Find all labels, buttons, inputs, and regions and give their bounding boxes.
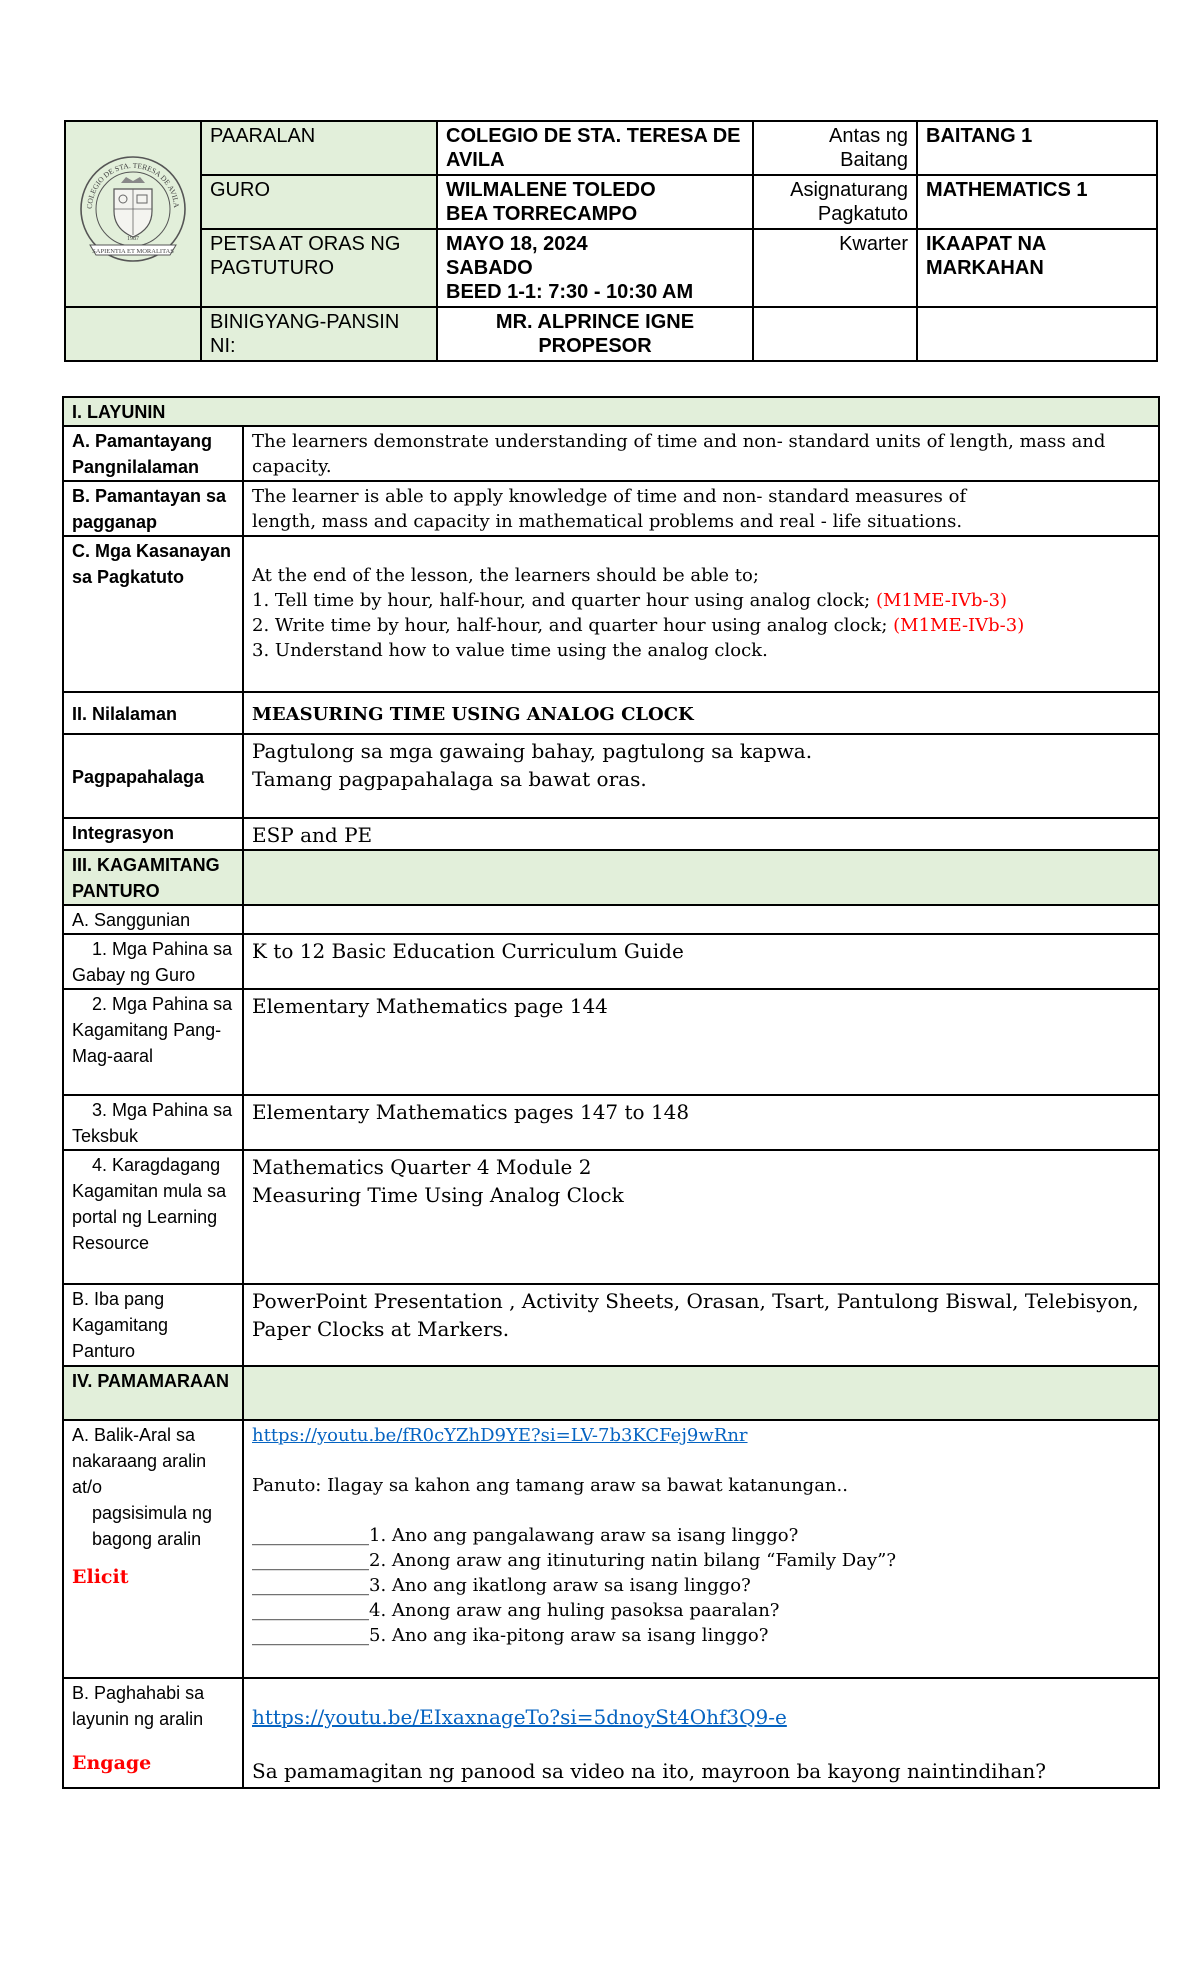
logo-year: 1987	[127, 236, 139, 242]
row-label-iba-pang-kagamitan: B. Iba pang Kagamitang Panturo	[63, 1284, 243, 1366]
grade-label: Antas ng Baitang	[753, 121, 917, 175]
teacher-guide-value: K to 12 Basic Education Curriculum Guide	[243, 934, 1159, 989]
teacher-value	[437, 175, 753, 229]
date-line-1: MAYO 18, 2024	[446, 233, 588, 255]
question-item: _____________2. Anong araw ang itinuturing natin bilang “Family Day”?	[252, 1550, 896, 1571]
header-table	[64, 120, 1158, 362]
other-materials: PowerPoint Presentation , Activity Sheets, Orasan, Tsart, Pantulong Biswal, Telebisyon, Paper Clocks at Markers.	[243, 1284, 1159, 1366]
question-item: _____________4. Anong araw ang huling pasoksa paaralan?	[252, 1600, 780, 1621]
objective-item	[252, 588, 1150, 613]
gabay-label: 1. Mga Pahina sa Gabay ng Guro	[72, 939, 233, 985]
lesson-plan-table	[62, 396, 1160, 1789]
table-row	[63, 536, 1159, 692]
school-seal-logo	[74, 127, 192, 295]
section-row-kagamitan	[63, 850, 1159, 905]
objective-text: 2. Write time by hour, half-hour, and quarter hour using analog clock;	[252, 615, 888, 636]
performance-standard-line: The learner is able to apply knowledge of time and non- standard measures of	[252, 486, 967, 507]
review-activity	[243, 1420, 1159, 1678]
section-row-pamamaraan	[63, 1366, 1159, 1420]
paghahabi-label: B. Paghahabi sa layunin ng aralin	[72, 1683, 205, 1729]
table-row	[63, 1678, 1159, 1788]
row-label-balik-aral	[63, 1420, 243, 1678]
subject-value: MATHEMATICS 1	[917, 175, 1157, 229]
empty-cell	[753, 307, 917, 361]
question-item: _____________1. Ano ang pangalawang araw sa isang linggo?	[252, 1525, 799, 1546]
row-label-pamantayan-sa-pagganap: B. Pamantayan sa pagganap	[63, 481, 243, 536]
row-label-nilalaman: II. Nilalaman	[63, 692, 243, 734]
value-line: Pagtulong sa mga gawaing bahay, pagtulong sa kapwa.	[252, 739, 813, 763]
empty-cell	[917, 307, 1157, 361]
table-row	[63, 1284, 1159, 1366]
grade-value: BAITANG 1	[917, 121, 1157, 175]
performance-standard	[243, 481, 1159, 536]
karagdagang-label: 4. Karagdagang Kagamitan mula sa portal ng Learning Resource	[72, 1155, 227, 1253]
objective-item	[252, 613, 1150, 638]
table-row	[63, 1095, 1159, 1150]
question-item: _____________5. Ano ang ika-pitong araw sa isang linggo?	[252, 1625, 769, 1646]
teacher-name-1: WILMALENE TOLEDO	[446, 179, 656, 201]
row-label-teksbuk	[63, 1095, 243, 1150]
values-integration	[243, 734, 1159, 818]
additional-material-line: Mathematics Quarter 4 Module 2	[252, 1155, 592, 1179]
table-row	[63, 1420, 1159, 1678]
empty-cell	[243, 905, 1159, 934]
objective-code: (M1ME-IVb-3)	[893, 615, 1025, 636]
integration-value: ESP and PE	[243, 818, 1159, 850]
row-label-sanggunian: A. Sanggunian	[63, 905, 243, 934]
value-line: Tamang pagpapahalaga sa bawat oras.	[252, 767, 647, 791]
kagamitang-label: 2. Mga Pahina sa Kagamitang Pang- Mag-aaral	[72, 994, 233, 1066]
row-label-integrasyon: Integrasyon	[63, 818, 243, 850]
section-row-layunin	[63, 397, 1159, 426]
section-heading-layunin: I. LAYUNIN	[63, 397, 1159, 426]
table-row	[63, 692, 1159, 734]
additional-materials	[243, 1150, 1159, 1284]
balik-aral-label-2: pagsisimula ng bagong aralin	[92, 1503, 213, 1549]
table-row	[63, 905, 1159, 934]
motive-question: Sa pamamagitan ng panood sa video na ito, mayroon ba kayong naintindihan?	[252, 1759, 1046, 1783]
objective-code: (M1ME-IVb-3)	[875, 590, 1008, 611]
observer-value: MR. ALPRINCE IGNE PROPESOR	[437, 307, 753, 361]
table-row	[63, 481, 1159, 536]
school-logo-cell	[65, 121, 201, 307]
performance-standard-line: length, mass and capacity in mathematical problems and real - life situations.	[252, 511, 963, 532]
elicit-label: Elicit	[72, 1566, 129, 1588]
logo-ring-text: COLEGIO DE STA. TERESA DE AVILA	[84, 160, 182, 210]
table-row	[63, 934, 1159, 989]
table-row	[63, 426, 1159, 481]
row-label-kasanayan: C. Mga Kasanayan sa Pagkatuto	[63, 536, 243, 692]
additional-material-line: Measuring Time Using Analog Clock	[252, 1183, 624, 1207]
table-row	[63, 1150, 1159, 1284]
objective-item	[252, 638, 1150, 663]
table-row	[63, 818, 1159, 850]
row-label-kagamitang	[63, 989, 243, 1095]
objective-text: 1. Tell time by hour, half-hour, and quarter hour using analog clock;	[252, 590, 871, 611]
school-label: PAARALAN	[201, 121, 437, 175]
row-label-gabay	[63, 934, 243, 989]
teacher-label: GURO	[201, 175, 437, 229]
content-standard: The learners demonstrate understanding of time and non- standard units of length, mass and capacity.	[243, 426, 1159, 481]
row-label-pamantayang-pangnilalaman: A. Pamantayang Pangnilalaman	[63, 426, 243, 481]
motive-video-link[interactable]: https://youtu.be/EIxaxnageTo?si=5dnoySt4Ohf3Q9-e	[252, 1705, 787, 1729]
objectives-intro: At the end of the lesson, the learners should be able to;	[252, 565, 759, 586]
motive-activity	[243, 1678, 1159, 1788]
date-value	[437, 229, 753, 307]
logo-motto: SAPIENTIA ET MORALITAS	[92, 248, 174, 255]
row-label-pagpapahalaga: Pagpapahalaga	[63, 734, 243, 818]
quarter-value: IKAAPAT NA MARKAHAN	[917, 229, 1157, 307]
teacher-name-2: BEA TORRECAMPO	[446, 203, 638, 225]
table-row	[63, 989, 1159, 1095]
empty-cell	[243, 1366, 1159, 1420]
quarter-label: Kwarter	[753, 229, 917, 307]
engage-label: Engage	[72, 1752, 152, 1774]
objective-text: 3. Understand how to value time using the analog clock.	[252, 640, 768, 661]
lesson-content: MEASURING TIME USING ANALOG CLOCK	[243, 692, 1159, 734]
question-item: _____________3. Ano ang ikatlong araw sa isang linggo?	[252, 1575, 751, 1596]
observer-empty-cell	[65, 307, 201, 361]
table-row	[63, 734, 1159, 818]
section-heading-pamamaraan: IV. PAMAMARAAN	[63, 1366, 243, 1420]
empty-cell	[243, 850, 1159, 905]
teksbuk-label: 3. Mga Pahina sa Teksbuk	[72, 1100, 233, 1146]
learner-material-value: Elementary Mathematics page 144	[243, 989, 1159, 1095]
date-line-2: SABADO	[446, 257, 533, 279]
review-video-link[interactable]: https://youtu.be/fR0cYZhD9YE?si=LV-7b3KCFej9wRnr	[252, 1425, 748, 1446]
review-instructions: Panuto: Ilagay sa kahon ang tamang araw sa bawat katanungan..	[252, 1475, 848, 1496]
observer-label: BINIGYANG-PANSIN NI:	[201, 307, 437, 361]
balik-aral-label: A. Balik-Aral sa nakaraang aralin at/o	[72, 1425, 207, 1497]
section-heading-kagamitan: III. KAGAMITANG PANTURO	[63, 850, 243, 905]
row-label-paghahabi	[63, 1678, 243, 1788]
date-line-3: BEED 1-1: 7:30 - 10:30 AM	[446, 281, 694, 303]
row-label-karagdagang	[63, 1150, 243, 1284]
subject-label: Asignaturang Pagkatuto	[753, 175, 917, 229]
textbook-value: Elementary Mathematics pages 147 to 148	[243, 1095, 1159, 1150]
date-label: PETSA AT ORAS NG PAGTUTURO	[201, 229, 437, 307]
school-value: COLEGIO DE STA. TERESA DE AVILA	[437, 121, 753, 175]
learning-competencies	[243, 536, 1159, 692]
